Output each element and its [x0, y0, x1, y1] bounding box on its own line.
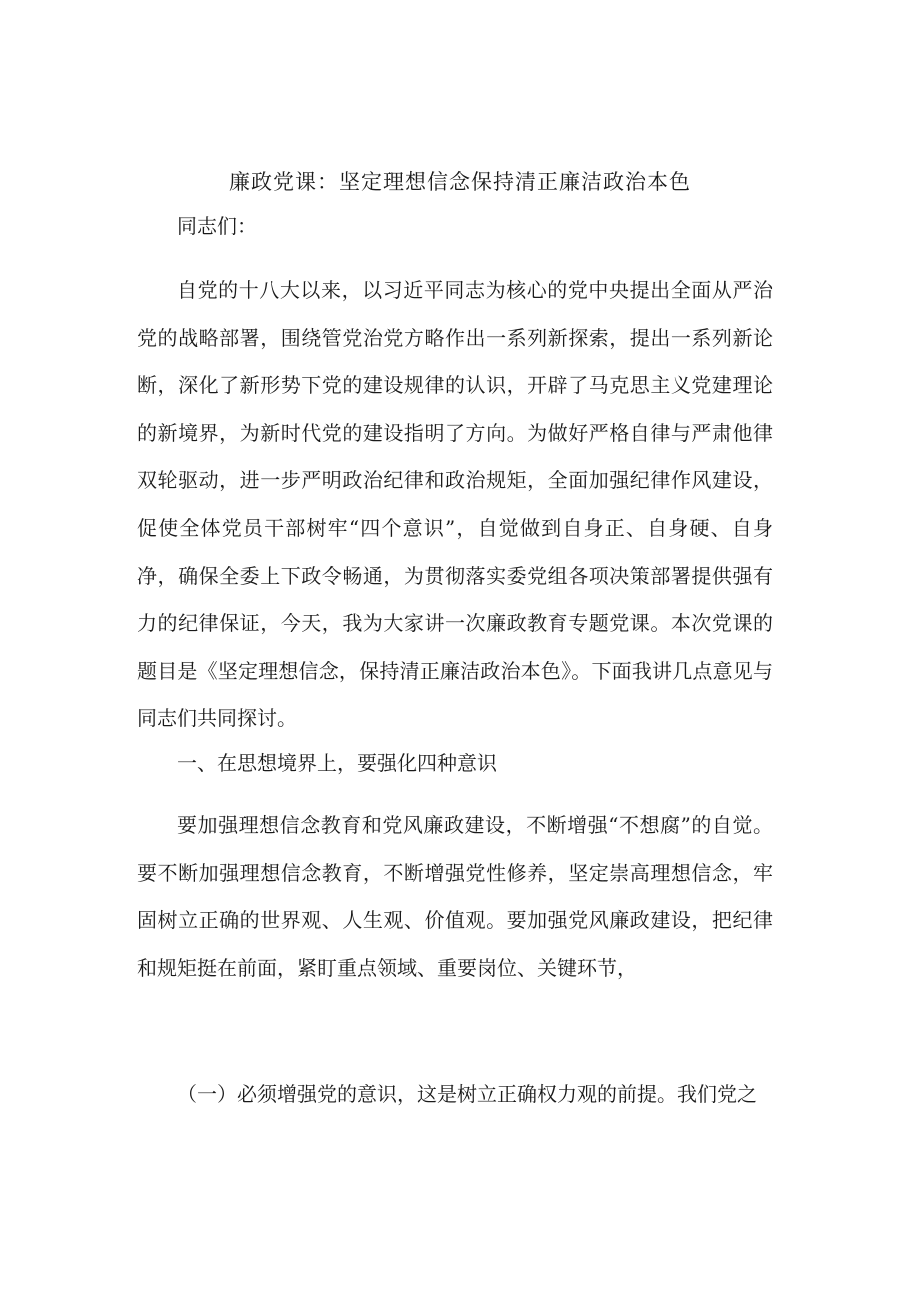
section-heading-1: 一、在思想境界上，要强化四种意识 — [177, 751, 497, 775]
intro-paragraph: 自党的十八大以来，以习近平同志为核心的党中央提出全面从严治党的战略部署，围绕管党治党方略作出一系列新探索，提出一系列新论断，深化了新形势下党的建设规律的认识，开辟了马克思主义党建理论的新境界，为新时代党的建设指明了方向。为做好严格自律与严肃他律双轮驱动，进一步严明政治纪律和政治规矩，全面加强纪律作风建设，促使全体党员干部树牢“四个意识”，自觉做到自身正、自身硬、自身净，确保全委上下政令畅通，为贯彻落实委党组各项决策部署提供强有力的纪律保证，今天，我为大家讲一次廉政教育专题党课。本次党课的题目是《坚定理想信念，保持清正廉洁政治本色》。下面我讲几点意见与同志们共同探讨。 — [137, 278, 773, 731]
subsection-1-paragraph: （一）必须增强党的意识，这是树立正确权力观的前提。我们党之 — [177, 1082, 757, 1106]
document-title: 廉政党课：坚定理想信念保持清正廉洁政治本色 — [229, 170, 691, 194]
section-1-paragraph: 要加强理想信念教育和党风廉政建设，不断增强“不想腐”的自觉。要不断加强理想信念教育，不断增强党性修养，坚定崇高理想信念，牢固树立正确的世界观、人生观、价值观。要加强党风廉政建设，把纪律和规矩挺在前面，紧盯重点领域、重要岗位、关键环节， — [137, 813, 773, 980]
salutation: 同志们： — [177, 214, 257, 238]
